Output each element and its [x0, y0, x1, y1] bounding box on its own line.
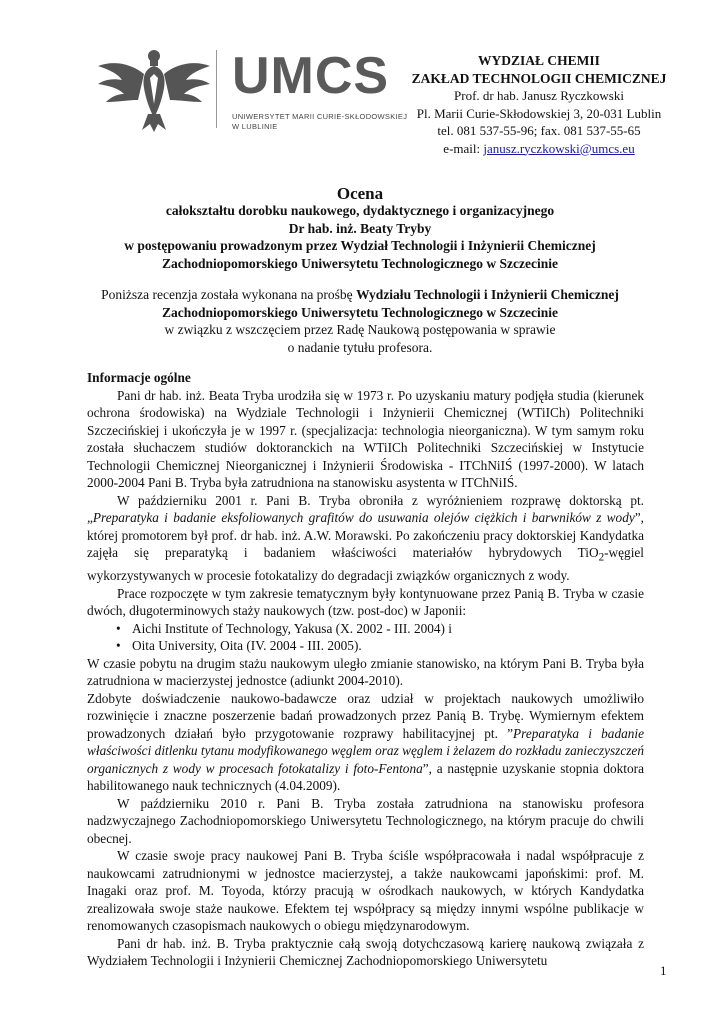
- habilitation-thesis-title: Preparatyka i badanie właściwości ditlenku tytanu modyfikowanego węglem oraz węglem i żelazem do rozkładu zanieczyszczeń organicznych z wody w procesach fotokatalizy i foto-Fentona: [87, 725, 645, 776]
- umcs-logo: [92, 44, 408, 134]
- request-text: Poniższa recenzja została wykonana na prośbę: [101, 287, 357, 302]
- logo-wordmark: UMCS: [232, 47, 390, 105]
- document-title: Ocena: [336, 184, 384, 203]
- phone-fax: tel. 081 537-55-96; fax. 081 537-55-65: [437, 123, 641, 138]
- list-item: [116, 637, 644, 655]
- request-line-3: w związku z wszczęciem przez Radę Naukową postępowania w sprawie: [164, 322, 556, 337]
- email-link[interactable]: janusz.ryczkowski@umcs.eu: [483, 140, 635, 156]
- subtitle-line-3: w postępowaniu prowadzonym przez Wydział Technologii i Inżynierii Chemicznej: [124, 238, 596, 253]
- logo-subtitle-line-2: W LUBLINIE: [232, 122, 278, 131]
- letterhead: [380, 52, 698, 157]
- paragraph-1: Pani dr hab. inż. Beata Tryba urodziła się w 1973 r. Po uzyskaniu matury podjęła studia (kierunek ochrona środowiska) na Wydziale Technologii i Inżynierii Chemicznej (WTiICh) Politechniki Szczecińskiej i ukończyła je w 1997 r. (specjalizacja: technologia nieorganiczna). W tym samym roku została słuchaczem studiów doktoranckich na WTiICh Politechniki Szczecińskiej w Instytucie Technologii Chemicznej Nieorganicznej i Inżynierii Środowiska - ITChNiIŚ (1997-2000). W latach 2000-2004 Pani B. Tryba była zatrudniona na stanowisku asystenta w ITChNiIŚ.: [87, 387, 644, 490]
- paragraph-8: Pani dr hab. inż. B. Tryba praktycznie całą swoją dotychczasową karierę naukową związała z Wydziałem Technologii i Inżynierii Chemicznej Zachodniopomorskiego Uniwersytetu: [87, 935, 644, 969]
- paragraph-2: [87, 492, 644, 585]
- subtitle-line-1: całokształtu dorobku naukowego, dydaktycznego i organizacyjnego: [165, 203, 555, 218]
- p2-text-b: ”, której promotorem był prof. dr hab. inż. A.W. Morawski. Po zakończeniu pracy doktorskiej Kandydatka zajęła się preparatyką i badaniem właściwości materiałów hybrydowych TiO: [87, 510, 644, 560]
- subtitle-line-2: Dr hab. inż. Beaty Tryby: [288, 220, 432, 236]
- page-number: 1: [660, 963, 667, 978]
- document-body: [87, 369, 644, 970]
- department-name: ZAKŁAD TECHNOLOGII CHEMICZNEJ: [411, 70, 667, 86]
- eagle-emblem-icon: [92, 44, 216, 134]
- author-name: Prof. dr hab. Janusz Ryczkowski: [454, 88, 624, 103]
- p2-subscript: 2: [598, 551, 605, 564]
- bullet-icon: •: [116, 620, 121, 636]
- list-item-text: Oita University, Oita (IV. 2004 - III. 2005).: [132, 638, 362, 654]
- internship-list: [87, 620, 644, 655]
- bullet-icon: •: [116, 638, 121, 654]
- address: Pl. Marii Curie-Skłodowskiej 3, 20-031 Lublin: [416, 105, 662, 121]
- logo-divider: [216, 50, 217, 128]
- paragraph-5: [87, 690, 644, 795]
- paragraph-4: W czasie pobytu na drugim stażu naukowym uległo zmianie stanowisko, na którym Pani B. Tryba była zatrudniona w macierzystej jednostce (adiunkt 2004-2010).: [87, 655, 644, 689]
- list-item: [116, 620, 644, 638]
- request-line-1: [60, 286, 660, 304]
- request-note: [60, 286, 660, 356]
- request-line-2: [60, 304, 660, 322]
- document-subtitle: [60, 202, 660, 272]
- p5-text-a: Zdobyte doświadczenie naukowo-badawcze oraz udział w projektach naukowych umożliwiło rozwinięcie i znaczne poszerzenie badań prowadzonych przez Panią B. Trybę. Wymiernym efektem prowadzonych działań było przygotowanie rozprawy habilitacyjnej pt. ”: [87, 690, 644, 741]
- paragraph-6: W październiku 2010 r. Pani B. Tryba została zatrudniona na stanowisku profesora nadzwyczajnego Zachodniopomorskiego Uniwersytetu Technologicznego, na którym pracuje do chwili obecnej.: [87, 795, 644, 846]
- section-heading: Informacje ogólne: [87, 370, 191, 385]
- subtitle-line-4: Zachodniopomorskiego Uniwersytetu Technologicznego w Szczecinie: [162, 255, 558, 271]
- list-item-text: Aichi Institute of Technology, Yakusa (X. 2002 - III. 2004) i: [132, 620, 452, 636]
- faculty-name: WYDZIAŁ CHEMII: [478, 53, 600, 68]
- email-label: e-mail:: [443, 140, 484, 156]
- p2-text-c: -węgiel wykorzystywanych w procesie fotokatalizy do degradacji związków organicznych z wody.: [87, 545, 644, 584]
- paragraph-7: W czasie swoje pracy naukowej Pani B. Tryba ściśle współpracowała i nadal współpracuje z naukowcami zatrudnionymi w jednostce macierzystej, a także naukowcami japońskimi: prof. M. Inagaki oraz prof. M. Toyoda, którzy pracują w ośrodkach naukowych, w których Kandydatka zrealizowała swoje staże naukowe. Efektem tej współpracy są między innymi wspólne publikacje w renomowanych czasopismach naukowych o obiegu międzynarodowym.: [87, 848, 644, 934]
- p5-text-b: ”, a następnie uzyskanie stopnia doktora habilitowanego nauk technicznych (4.04.2009).: [87, 760, 644, 794]
- paragraph-3: Prace rozpoczęte w tym zakresie tematycznym były kontynuowane przez Panią B. Tryba w czasie dwóch, długoterminowych staży naukowych (tzw. post-doc) w Japonii:: [87, 585, 644, 619]
- logo-subtitle-line-1: UNIWERSYTET MARII CURIE-SKŁODOWSKIEJ: [232, 112, 408, 121]
- request-faculty: Wydziału Technologii i Inżynierii Chemicznej: [356, 287, 619, 302]
- p2-text-a: W październiku 2001 r. Pani B. Tryba obroniła z wyróżnieniem rozprawę doktorską pt. „: [87, 492, 644, 525]
- email-line: [380, 140, 698, 158]
- request-university: Zachodniopomorskiego Uniwersytetu Technologicznego w Szczecinie: [162, 304, 558, 320]
- doctoral-thesis-title: Preparatyka i badanie eksfoliowanych grafitów do usuwania olejów ciężkich i barwników z wody: [92, 510, 635, 525]
- request-line-4: o nadanie tytułu profesora.: [287, 339, 433, 355]
